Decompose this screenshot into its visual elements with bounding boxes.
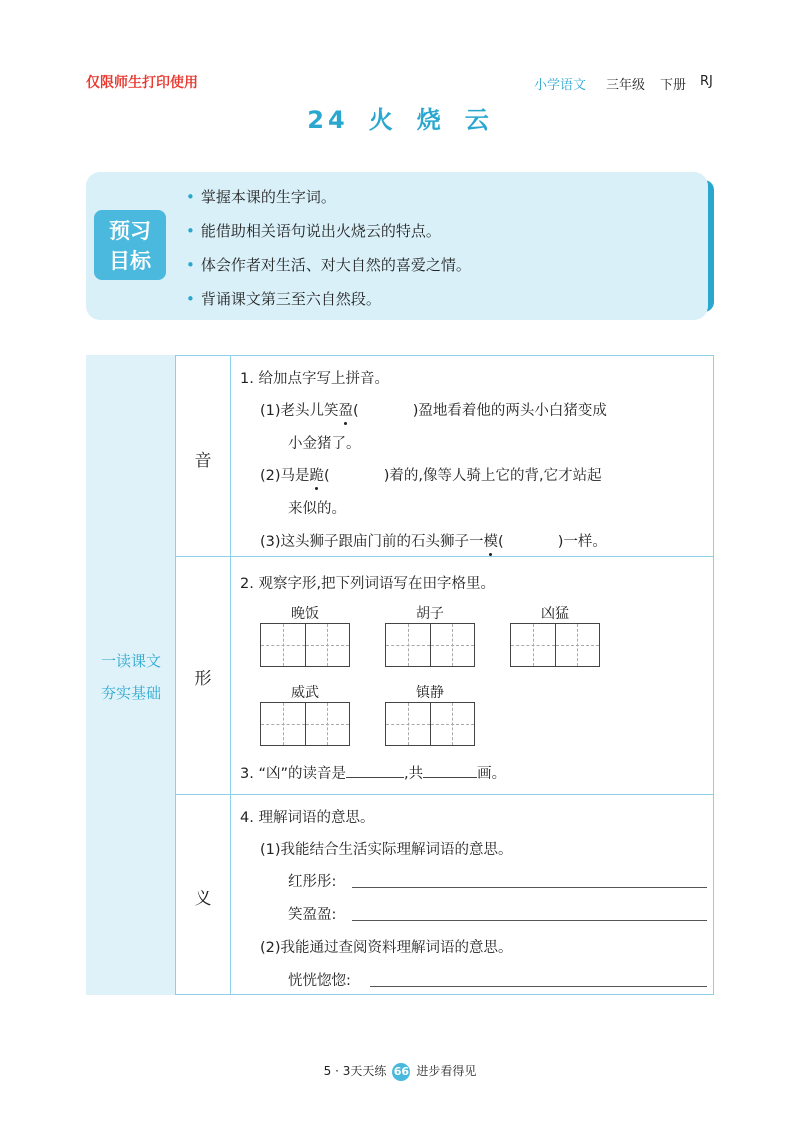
question-4-sub-1: (1)我能结合生活实际理解词语的意思。 bbox=[260, 842, 513, 858]
tian-grid[interactable] bbox=[260, 623, 350, 667]
watermark-text: 仅限师生打印使用 bbox=[86, 75, 198, 91]
question-1-item-2-cont: 来似的。 bbox=[288, 501, 346, 517]
header-grade: 三年级 bbox=[606, 78, 646, 93]
question-1-item-2: (2)马是跪( )着的,像等人骑上它的背,它才站起 bbox=[260, 464, 602, 485]
tian-grid[interactable] bbox=[385, 702, 475, 746]
term-label: 恍恍惚惚: bbox=[288, 973, 351, 989]
category-shape: 形 bbox=[194, 669, 212, 689]
dotted-char: 跪 bbox=[310, 464, 325, 485]
grid-word: 胡子 bbox=[416, 606, 444, 622]
badge-line: 预习 bbox=[109, 219, 151, 243]
term-label: 笑盈盈: bbox=[288, 907, 337, 923]
question-1-prompt: 1. 给加点字写上拼音。 bbox=[240, 371, 389, 387]
term-label: 红彤彤: bbox=[288, 874, 337, 890]
grid-word: 镇静 bbox=[416, 685, 444, 701]
answer-blank[interactable] bbox=[346, 763, 404, 778]
section-label: 一读课文 bbox=[100, 652, 161, 670]
question-2-prompt: 2. 观察字形,把下列词语写在田字格里。 bbox=[240, 576, 496, 592]
preview-goals-box bbox=[86, 172, 708, 320]
goal-item: • 体会作者对生活、对大自然的喜爱之情。 bbox=[186, 256, 471, 274]
goal-item: • 能借助相关语句说出火烧云的特点。 bbox=[186, 222, 441, 240]
question-3: 3. “凶”的读音是 ,共 画。 bbox=[240, 762, 506, 783]
title-char: 烧 bbox=[416, 106, 445, 134]
goal-item: • 背诵课文第三至六自然段。 bbox=[186, 290, 381, 308]
lesson-title bbox=[0, 100, 800, 135]
grid-word: 晚饭 bbox=[291, 606, 319, 622]
answer-blank[interactable] bbox=[423, 763, 477, 778]
page-footer bbox=[0, 1062, 800, 1081]
title-char: 火 bbox=[368, 106, 397, 134]
preview-badge bbox=[94, 210, 166, 280]
question-1-item-1: (1)老头儿笑盈( )盈地看着他的两头小白猪变成 bbox=[260, 399, 607, 420]
row-divider bbox=[176, 556, 714, 557]
grid-word: 威武 bbox=[291, 685, 319, 701]
page-number: 66 bbox=[392, 1063, 410, 1081]
category-sound: 音 bbox=[194, 451, 212, 471]
row-divider bbox=[176, 794, 714, 795]
dotted-char: 模 bbox=[484, 530, 499, 551]
grid-word: 凶猛 bbox=[541, 606, 569, 622]
tian-grid[interactable] bbox=[260, 702, 350, 746]
question-4-prompt: 4. 理解词语的意思。 bbox=[240, 810, 375, 826]
question-1-item-1-cont: 小金猪了。 bbox=[288, 436, 361, 452]
answer-line[interactable] bbox=[352, 920, 707, 921]
section-label: 夯实基础 bbox=[100, 684, 161, 702]
question-1-item-3: (3)这头狮子跟庙门前的石头狮子一模( )一样。 bbox=[260, 530, 607, 551]
header-subject: 小学语文 bbox=[534, 78, 587, 93]
footer-brand: 5 · 3天天练 bbox=[323, 1064, 387, 1078]
badge-line: 目标 bbox=[109, 249, 151, 273]
tian-grid[interactable] bbox=[510, 623, 600, 667]
header-edition: RJ bbox=[700, 74, 713, 89]
dotted-char: 盈 bbox=[339, 399, 354, 420]
lesson-number: 24 bbox=[307, 106, 349, 134]
footer-slogan: 进步看得见 bbox=[416, 1064, 477, 1078]
table-divider bbox=[230, 355, 231, 995]
header-term: 下册 bbox=[660, 78, 687, 93]
answer-line[interactable] bbox=[352, 887, 707, 888]
question-4-sub-2: (2)我能通过查阅资料理解词语的意思。 bbox=[260, 940, 513, 956]
section-column bbox=[86, 355, 176, 995]
title-char: 云 bbox=[464, 106, 493, 134]
tian-grid[interactable] bbox=[385, 623, 475, 667]
answer-line[interactable] bbox=[370, 986, 707, 987]
category-meaning: 义 bbox=[194, 889, 212, 909]
goal-item: • 掌握本课的生字词。 bbox=[186, 188, 336, 206]
